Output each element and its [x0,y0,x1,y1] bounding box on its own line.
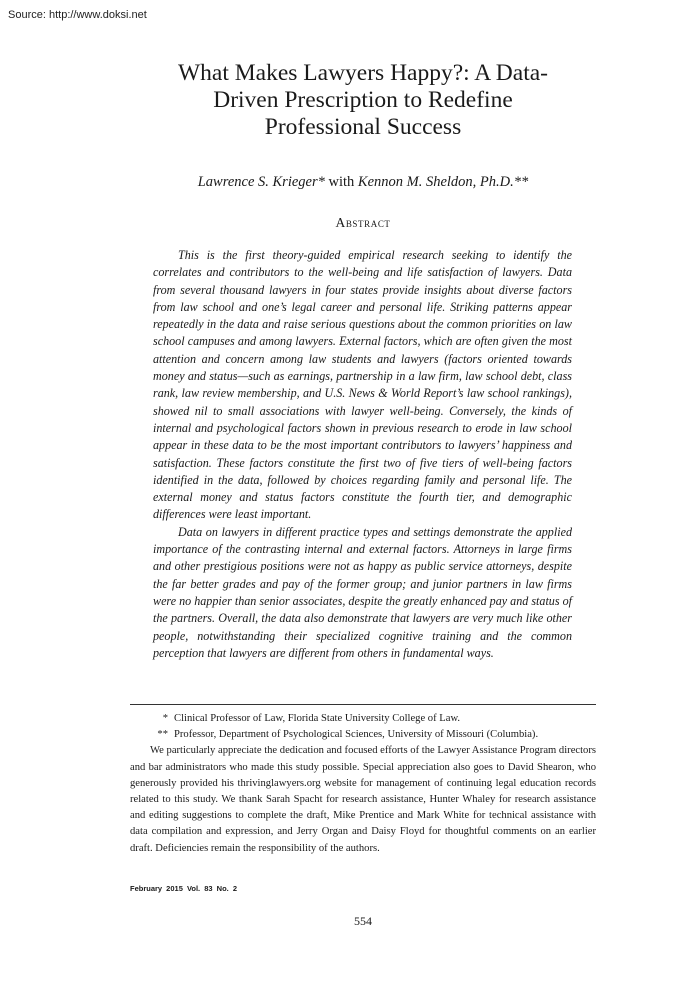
abstract-paragraph: Data on lawyers in different practice types and settings demonstrate the applied importance of the contrasting internal and external factors. Attorneys in large firms and other prestigious positions were not as happy as public service attorneys, despite the far better grades and pay of the former group; and junior partners in law firms were no happier than senior associates, despite the greatly enhanced pay and status of the partners. Overall, the data also demonstrate that lawyers are very much like other people, notwithstanding their specialized cognitive training and the common perception that lawyers are different from others in fundamental ways. [153,524,572,660]
footnote [130,727,596,743]
abstract-heading: Abstract [335,215,391,230]
title-line: Driven Prescription to Redefine [213,87,513,113]
title-line: Professional Success [264,114,462,140]
author-line [130,174,596,191]
footnote-text: Clinical Professor of Law, Florida State University College of Law. [174,713,461,724]
source-label: Source: http://www.doksi.net [8,9,147,21]
abstract-body [153,247,572,662]
abstract-paragraph: This is the first theory-guided empirical research seeking to identify the correlates and contributors to the well-being and life satisfaction of lawyers. Data from several thousand lawyers in four states provide insights about diverse factors from law school and one’s legal career and personal life. Striking patterns appear repeatedly in the data and raise serious questions about the common priorities on law school campuses and among lawyers. External factors, which are often given the most attention and concern among law students and lawyers (factors oriented towards money and status—such as earnings, partnership in a law firm, law school debt, class rank, law review membership, and U.S. News & World Report’s law school rankings), showed nil to small associations with lawyer well-being. Conversely, the kinds of internal and psychological factors shown in previous research to erode in law school appear in these data to be the most important contributors to lawyers’ happiness and satisfaction. These factors constitute the first two of five tiers of well-being factors identified in the data, followed by choices regarding family and personal life. The external money and status factors constitute the fourth tier, and demographic differences were least important. [153,248,572,522]
page-number: 554 [354,914,372,928]
footnote [130,711,596,727]
second-author: Kennon M. Sheldon, Ph.D.** [357,174,529,190]
footnote-mark: * [162,713,168,724]
footnote-text: Professor, Department of Psychological Sciences, University of Missouri (Columbia). [174,729,539,741]
footnotes [130,711,596,857]
author-joiner: with [328,174,355,190]
title-line: What Makes Lawyers Happy?: A Data- [178,60,548,86]
acknowledgment: We particularly appreciate the dedication and focused efforts of the Lawyer Assistance Program directors and bar administrators who made this study possible. Special appreciation also goes to David Shearon, who generously provided his thrivinglawyers.org website for management of continuing legal education records related to this study. We thank Sarah Spacht for research assistance, Hunter Whaley for research assistance and editing suggestions to complete the draft, Mike Prentice and Mark White for technical assistance with data compilation and expression, and Jerry Organ and Daisy Floyd for thoughtful comments on an earlier draft. Deficiencies remain the responsibility of the authors. [130,745,596,854]
footnote-mark: ** [157,729,168,741]
article-title [130,60,596,141]
journal-info: February 2015 Vol. 83 No. 2 [130,884,237,893]
footnote-divider [130,704,596,705]
first-author: Lawrence S. Krieger* [197,174,325,190]
